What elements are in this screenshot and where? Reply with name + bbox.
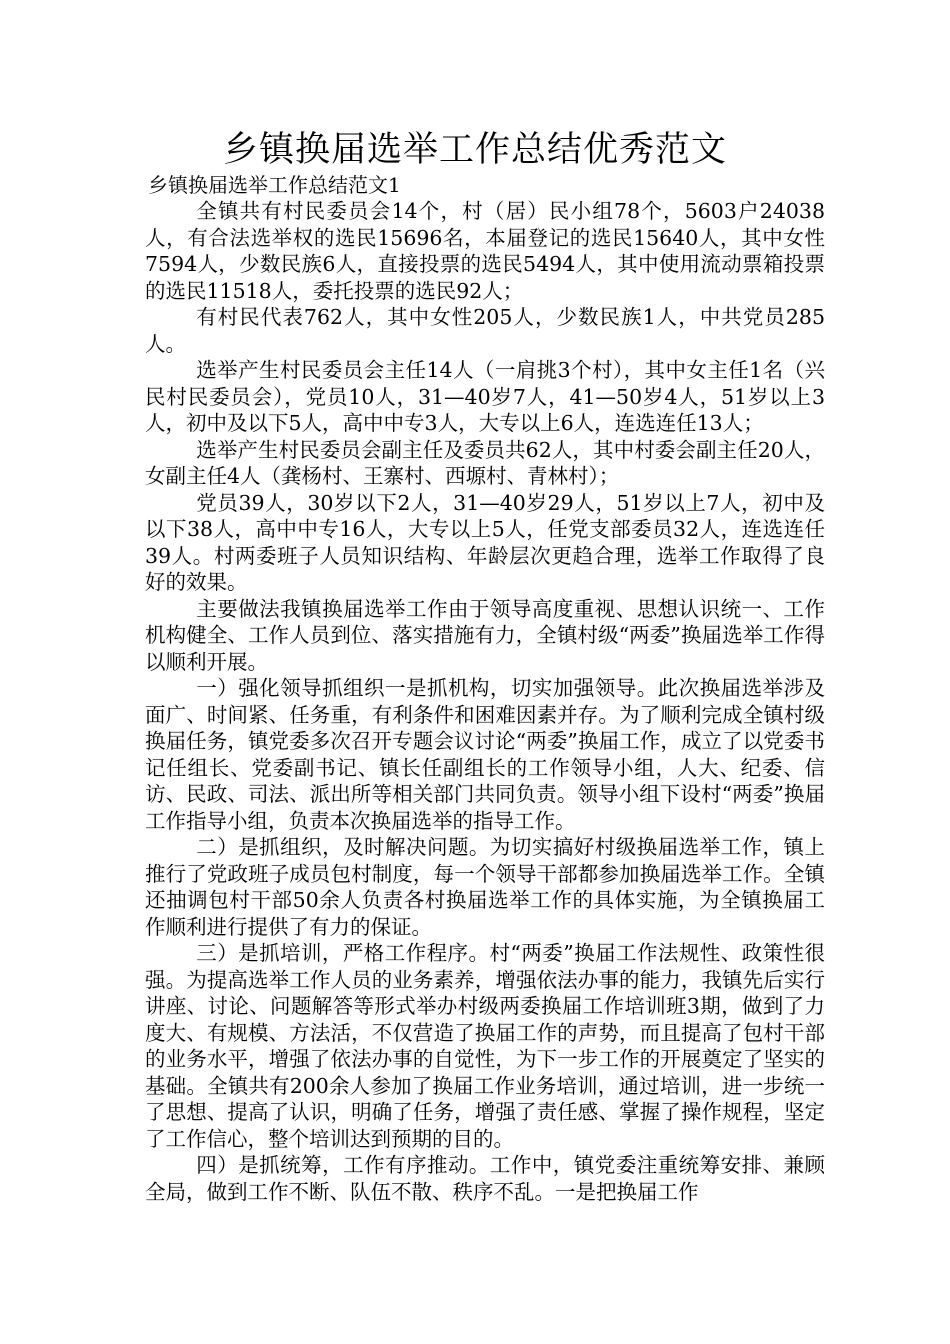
paragraph: 党员39人，30岁以下2人，31—40岁29人，51岁以上7人，初中及以下38人，高中中专16人，大专以上5人，任党支部委员32人，连选连任39人。村两委班子人员知识结构、年龄层次更趋合理，选举工作取得了良好的效果。 <box>145 490 825 594</box>
document-title: 乡镇换届选举工作总结优秀范文 <box>222 130 727 170</box>
paragraph: 三）是抓培训，严格工作程序。村“两委”换届工作法规性、政策性很强。为提高选举工作人员的业务素养，增强依法办事的能力，我镇先后实行讲座、讨论、问题解答等形式举办村级两委换届工作培训班3期，做到了力度大、有规模、方法活，不仅营造了换届工作的声势，而且提高了包村干部的业务水平，增强了依法办事的自觉性，为下一步工作的开展奠定了坚实的基础。全镇共有200余人参加了换届工作业务培训，通过培训，进一步统一了思想、提高了认识，明确了任务，增强了责任感、掌握了操作规程，坚定了工作信心，整个培训达到预期的目的。 <box>145 941 825 1151</box>
document-subtitle: 乡镇换届选举工作总结范文1 <box>148 173 401 197</box>
paragraph: 四）是抓统筹，工作有序推动。工作中，镇党委注重统筹安排、兼顾全局，做到工作不断、队伍不散、秩序不乱。一是把换届工作 <box>145 1153 825 1204</box>
paragraph: 选举产生村民委员会主任14人（一肩挑3个村），其中女主任1名（兴民村民委员会），党员10人，31—40岁7人，41—50岁4人，51岁以上3人，初中及以下5人，高中中专3人，大专以上6人，连选连任13人； <box>145 358 825 435</box>
paragraph: 选举产生村民委员会副主任及委员共62人，其中村委会副主任20人，女副主任4人（龚杨村、王寨村、西塬村、青林村）； <box>145 437 825 488</box>
paragraph: 二）是抓组织，及时解决问题。为切实搞好村级换届选举工作，镇上推行了党政班子成员包村制度，每一个领导干部都参加换届选举工作。全镇还抽调包村干部50余人负责各村换届选举工作的具体实施，为全镇换届工作顺利进行提供了有力的保证。 <box>145 835 825 939</box>
document-body <box>145 198 825 1205</box>
paragraph: 一）强化领导抓组织一是抓机构，切实加强领导。此次换届选举涉及面广、时间紧、任务重，有利条件和困难因素并存。为了顺利完成全镇村级换届任务，镇党委多次召开专题会议讨论“两委”换届工作，成立了以党委书记任组长、党委副书记、镇长任副组长的工作领导小组，人大、纪委、信访、民政、司法、派出所等相关部门共同负责。领导小组下设村“两委”换届工作指导小组，负责本次换届选举的指导工作。 <box>145 676 825 833</box>
paragraph: 全镇共有村民委员会14个，村（居）民小组78个，5603户24038人，有合法选举权的选民15696名，本届登记的选民15640人，其中女性7594人，少数民族6人，直接投票的选民5494人，其中使用流动票箱投票的选民11518人，委托投票的选民92人； <box>145 199 825 303</box>
paragraph: 主要做法我镇换届选举工作由于领导高度重视、思想认识统一、工作机构健全、工作人员到位、落实措施有力，全镇村级“两委”换届选举工作得以顺利开展。 <box>145 596 825 674</box>
paragraph: 有村民代表762人，其中女性205人，少数民族1人，中共党员285人。 <box>145 305 825 356</box>
